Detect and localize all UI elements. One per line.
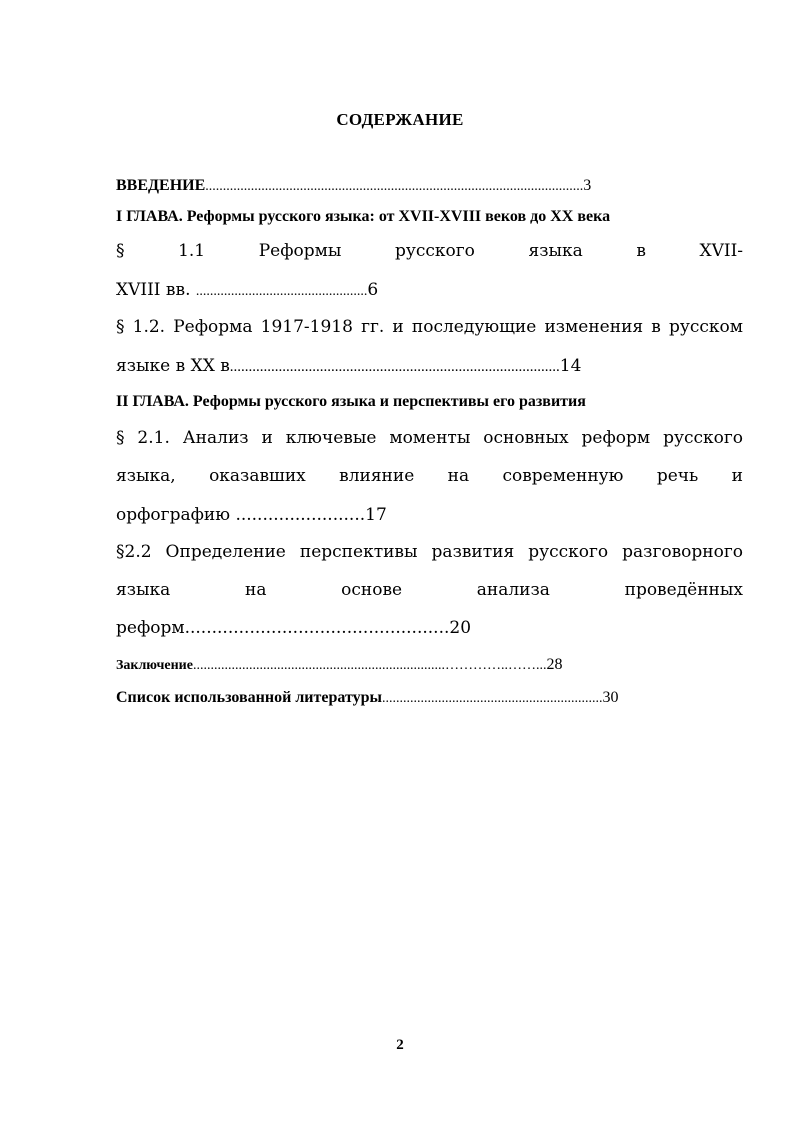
toc-s11-page: 6 [367, 280, 379, 300]
toc-word: Реформы [258, 241, 342, 261]
toc-word: оказавших [209, 466, 306, 486]
toc-word: языка [528, 241, 583, 261]
toc-title: СОДЕРЖАНИЕ [336, 110, 464, 129]
toc-word: проведённых [624, 580, 743, 600]
page-number: 2 [396, 1037, 404, 1053]
toc-entry-conclusion[interactable] [116, 656, 743, 674]
toc-s21-page: 17 [365, 505, 387, 525]
toc-word: влияние [339, 466, 415, 486]
toc-word: анализа [476, 580, 550, 600]
toc-section-2-2-line-1[interactable]: §2.2 Определение перспективы развития русского разговорного [116, 542, 743, 562]
toc-chapter-1[interactable]: I ГЛАВА. Реформы русского языка: от XVII-XVIII веков до XX века [116, 208, 611, 225]
toc-s22-page: 20 [449, 618, 472, 638]
toc-section-1-2-line-1[interactable]: § 1.2. Реформа 1917-1918 гг. и последующие изменения в русском [116, 317, 743, 337]
toc-word: и [731, 466, 743, 486]
toc-word: в XVII- [636, 241, 744, 261]
toc-chapter-2[interactable]: II ГЛАВА. Реформы русского языка и перспективы его развития [116, 393, 586, 410]
toc-word: на [244, 580, 267, 600]
toc-word: 1.1 [178, 241, 206, 261]
toc-section-2-1-line-2[interactable] [116, 466, 743, 486]
toc-section-2-2-line-3[interactable] [116, 618, 743, 638]
toc-word: русского [394, 241, 475, 261]
toc-section-1-1-line-1[interactable] [116, 241, 743, 261]
toc-word: на [447, 466, 470, 486]
toc-s21-text: орфографию [116, 505, 236, 525]
toc-s11-text: XVIII вв. [116, 280, 196, 300]
toc-intro-leader: ............................................................................................................ [205, 179, 584, 194]
toc-conclusion-leader: ........................................................................…………..……... [192, 658, 547, 673]
toc-section-2-1-line-3[interactable] [116, 505, 743, 525]
toc-s12-page: 14 [559, 356, 582, 376]
toc-section-1-1-line-2[interactable] [116, 280, 743, 300]
toc-references-leader: ............................................................... [382, 691, 603, 706]
toc-references-page: 30 [602, 689, 619, 706]
toc-word: языка [116, 580, 171, 600]
toc-intro-page: 3 [583, 177, 592, 194]
toc-word: § [116, 241, 125, 261]
toc-s12-text: языке в XX в [116, 356, 230, 376]
toc-s22-leader: ................................................. [184, 618, 450, 638]
toc-word: современную [502, 466, 624, 486]
toc-word: языка, [116, 466, 176, 486]
toc-section-1-2-line-2[interactable] [116, 356, 743, 376]
toc-conclusion-label: Заключение [116, 658, 193, 673]
toc-entry-references[interactable] [116, 689, 743, 707]
toc-s12-leader: ........................................................................................ [229, 359, 560, 375]
toc-references-label: Список использованной литературы [116, 689, 382, 706]
toc-word: основе [341, 580, 403, 600]
toc-intro-label: ВВЕДЕНИЕ [116, 177, 206, 194]
toc-s21-leader: ........................ [235, 505, 366, 525]
toc-conclusion-page: 28 [546, 656, 563, 673]
toc-word: речь [656, 466, 699, 486]
toc-s22-text: реформ [116, 618, 185, 638]
toc-s11-leader: ................................................. [195, 284, 368, 299]
toc-section-2-2-line-2[interactable] [116, 580, 743, 600]
toc-entry-intro[interactable] [116, 177, 743, 195]
toc-section-2-1-line-1[interactable]: § 2.1. Анализ и ключевые моменты основных реформ русского [116, 428, 743, 448]
